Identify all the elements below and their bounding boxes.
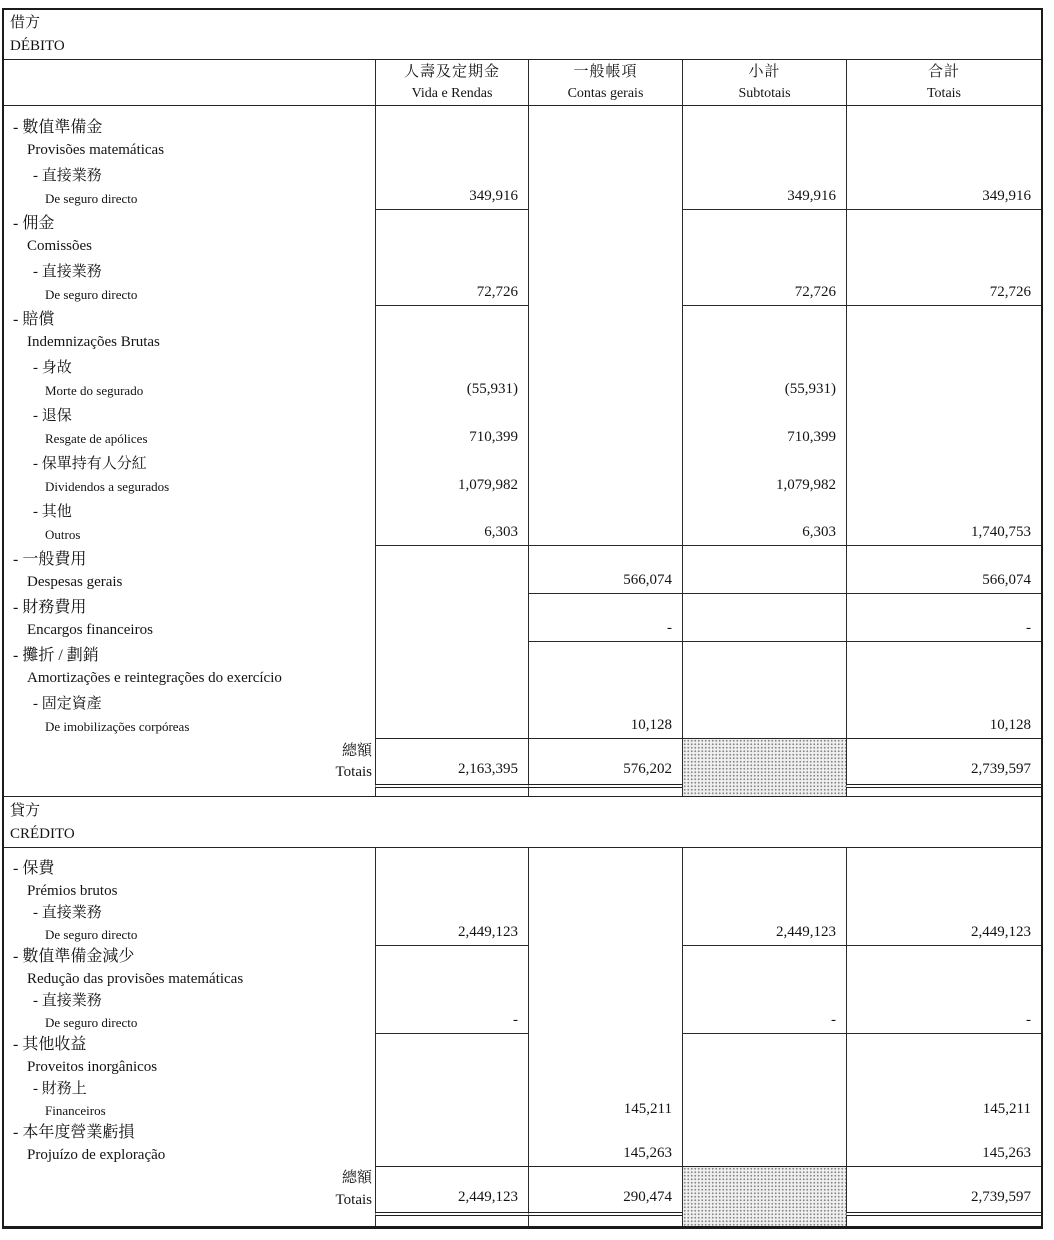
bottom-strip-cell — [682, 1216, 846, 1226]
totals-label — [4, 738, 375, 788]
row-label-zh: - 財務費用 — [13, 599, 87, 616]
value-cell-sub — [682, 946, 846, 990]
bottom-strip-cell — [375, 1216, 528, 1226]
value-cell-tot: - — [846, 594, 1041, 642]
row-label — [4, 210, 375, 258]
row-label — [4, 546, 375, 594]
row-label-zh: - 賠償 — [13, 311, 55, 328]
totals-label-zh: 總額 — [341, 1170, 372, 1186]
column-header-contas — [528, 60, 682, 106]
value-cell-vida — [375, 546, 528, 594]
row-label-zh: - 攤折 / 劃銷 — [13, 647, 99, 664]
row-label-pt: Provisões matemáticas — [27, 142, 165, 158]
value-cell-sub: 2,449,123 — [682, 902, 846, 946]
spacer-cell — [682, 848, 846, 858]
value-cell-tot — [846, 450, 1041, 498]
spacer-cell — [375, 848, 528, 858]
totals-label-zh: 總額 — [341, 743, 372, 759]
value-cell-vida — [375, 306, 528, 354]
value-cell-contas — [528, 306, 682, 354]
column-header-totais — [846, 60, 1041, 106]
totals-value-sub — [682, 738, 846, 788]
column-header-subtotais — [682, 60, 846, 106]
row-label — [4, 990, 375, 1034]
column-header-vida-zh: 人壽及定期金 — [403, 64, 500, 80]
bottom-strip-cell — [4, 1216, 375, 1226]
row-label-zh: - 固定資產 — [33, 696, 102, 712]
row-label-pt: De imobilizações corpóreas — [45, 719, 190, 734]
value-cell-vida — [375, 946, 528, 990]
value-cell-sub — [682, 1122, 846, 1166]
row-label-pt: Proveitos inorgânicos — [27, 1059, 158, 1075]
row-label-pt: Dividendos a segurados — [45, 479, 170, 494]
value-cell-sub — [682, 1078, 846, 1122]
row-label-pt: Indemnizações Brutas — [27, 334, 160, 350]
row-label-zh: - 佣金 — [13, 215, 55, 232]
value-cell-contas: 145,263 — [528, 1122, 682, 1166]
value-cell-vida: 1,079,982 — [375, 450, 528, 498]
row-label-pt: De seguro directo — [45, 191, 138, 206]
spacer-cell — [846, 848, 1041, 858]
row-label-pt: De seguro directo — [45, 927, 138, 942]
column-header-subtotais-pt: Subtotais — [738, 86, 791, 101]
value-cell-vida — [375, 114, 528, 162]
totals-value-tot: 2,739,597 — [846, 738, 1041, 788]
value-cell-contas — [528, 114, 682, 162]
bottom-strip-cell — [528, 1216, 682, 1226]
row-label-zh: - 身故 — [33, 360, 72, 376]
spacer-cell — [4, 848, 375, 858]
value-cell-vida: 349,916 — [375, 162, 528, 210]
value-cell-sub — [682, 642, 846, 690]
value-cell-contas — [528, 946, 682, 990]
row-label — [4, 1122, 375, 1166]
value-cell-sub: 1,079,982 — [682, 450, 846, 498]
row-label — [4, 162, 375, 210]
totals-value-contas: 576,202 — [528, 738, 682, 788]
value-cell-contas — [528, 162, 682, 210]
value-cell-contas — [528, 990, 682, 1034]
row-label — [4, 858, 375, 902]
value-cell-contas: 10,128 — [528, 690, 682, 738]
value-cell-vida — [375, 210, 528, 258]
value-cell-sub: 6,303 — [682, 498, 846, 546]
value-cell-tot: 72,726 — [846, 258, 1041, 306]
row-label-zh: - 直接業務 — [33, 993, 102, 1009]
row-label — [4, 690, 375, 738]
value-cell-vida — [375, 690, 528, 738]
row-label-pt: Resgate de apólices — [45, 431, 148, 446]
debito-title-pt: DÉBITO — [10, 38, 65, 54]
row-label — [4, 946, 375, 990]
column-header-contas-pt: Contas gerais — [567, 86, 644, 101]
debito-title-zh: 借方 — [10, 15, 41, 31]
value-cell-tot: 2,449,123 — [846, 902, 1041, 946]
value-cell-vida: 6,303 — [375, 498, 528, 546]
row-label — [4, 498, 375, 546]
value-cell-sub: - — [682, 990, 846, 1034]
row-label — [4, 114, 375, 162]
value-cell-sub — [682, 210, 846, 258]
value-cell-tot — [846, 114, 1041, 162]
row-label-pt: Outros — [45, 527, 81, 542]
spacer-cell — [528, 848, 682, 858]
spacer-cell — [682, 106, 846, 114]
value-cell-contas — [528, 498, 682, 546]
row-label — [4, 902, 375, 946]
value-cell-vida: (55,931) — [375, 354, 528, 402]
value-cell-tot — [846, 402, 1041, 450]
spacer-cell — [528, 106, 682, 114]
row-label — [4, 450, 375, 498]
debito-section-title — [4, 10, 1041, 60]
value-cell-sub: 72,726 — [682, 258, 846, 306]
totals-label-pt: Totais — [335, 764, 372, 780]
value-cell-sub: 349,916 — [682, 162, 846, 210]
value-cell-vida — [375, 594, 528, 642]
value-cell-sub — [682, 690, 846, 738]
value-cell-sub: 710,399 — [682, 402, 846, 450]
row-label-zh: - 一般費用 — [13, 551, 87, 568]
value-cell-tot — [846, 210, 1041, 258]
row-label-pt: Redução das provisões matemáticas — [27, 971, 244, 987]
row-label-zh: - 數值準備金減少 — [13, 948, 135, 965]
row-label-pt: Comissões — [27, 238, 93, 254]
row-label-zh: - 直接業務 — [33, 168, 102, 184]
row-label-zh: - 直接業務 — [33, 905, 102, 921]
value-cell-tot — [846, 946, 1041, 990]
row-label-pt: De seguro directo — [45, 287, 138, 302]
row-label-pt: Morte do segurado — [45, 383, 144, 398]
value-cell-contas: 566,074 — [528, 546, 682, 594]
spacer-cell — [375, 106, 528, 114]
totals-value-vida: 2,163,395 — [375, 738, 528, 788]
value-cell-vida — [375, 642, 528, 690]
row-label-zh: - 財務上 — [33, 1081, 87, 1097]
row-label — [4, 258, 375, 306]
account-statement-table — [2, 8, 1043, 1229]
row-label-pt: Projuízo de exploração — [27, 1147, 166, 1163]
value-cell-tot — [846, 1034, 1041, 1078]
column-header-contas-zh: 一般帳項 — [573, 64, 638, 80]
row-label — [4, 354, 375, 402]
credito-section-title — [4, 796, 1041, 848]
row-label — [4, 1078, 375, 1122]
value-cell-vida: 710,399 — [375, 402, 528, 450]
column-header-totais-pt: Totais — [926, 86, 961, 101]
value-cell-vida — [375, 1034, 528, 1078]
value-cell-contas: 145,211 — [528, 1078, 682, 1122]
value-cell-tot — [846, 858, 1041, 902]
value-cell-sub — [682, 546, 846, 594]
spacer-cell — [846, 106, 1041, 114]
value-cell-tot — [846, 642, 1041, 690]
bottom-strip-cell — [846, 1216, 1041, 1226]
totals-label-pt: Totais — [335, 1192, 372, 1208]
value-cell-vida: 2,449,123 — [375, 902, 528, 946]
bottom-strip-cell — [846, 788, 1041, 796]
column-header-subtotais-zh: 小計 — [748, 64, 781, 80]
value-cell-tot — [846, 354, 1041, 402]
value-cell-contas — [528, 902, 682, 946]
value-cell-tot: 1,740,753 — [846, 498, 1041, 546]
totals-value-contas: 290,474 — [528, 1166, 682, 1216]
row-label-zh: - 保費 — [13, 860, 55, 877]
column-header-totais-zh: 合計 — [927, 64, 960, 80]
row-label-zh: - 其他 — [33, 504, 72, 520]
row-label-pt: Encargos financeiros — [27, 622, 153, 638]
value-cell-contas — [528, 1034, 682, 1078]
value-cell-contas — [528, 858, 682, 902]
value-cell-contas: - — [528, 594, 682, 642]
column-header-spacer — [4, 60, 375, 106]
row-label-pt: Prémios brutos — [27, 883, 118, 899]
value-cell-contas — [528, 642, 682, 690]
row-label-zh: - 數值準備金 — [13, 119, 103, 136]
bottom-strip-cell — [528, 788, 682, 796]
credito-title-pt: CRÉDITO — [10, 826, 75, 842]
value-cell-sub — [682, 858, 846, 902]
row-label-zh: - 保單持有人分紅 — [33, 456, 147, 472]
row-label-zh: - 本年度營業虧損 — [13, 1124, 135, 1141]
row-label — [4, 402, 375, 450]
value-cell-sub: (55,931) — [682, 354, 846, 402]
column-header-vida — [375, 60, 528, 106]
row-label — [4, 306, 375, 354]
value-cell-contas — [528, 210, 682, 258]
credito-table — [4, 848, 1041, 1226]
row-label-zh: - 直接業務 — [33, 264, 102, 280]
totals-value-tot: 2,739,597 — [846, 1166, 1041, 1216]
value-cell-contas — [528, 258, 682, 306]
value-cell-tot: - — [846, 990, 1041, 1034]
value-cell-contas — [528, 354, 682, 402]
value-cell-vida — [375, 1078, 528, 1122]
bottom-strip-cell — [4, 788, 375, 796]
bottom-strip-cell — [375, 788, 528, 796]
value-cell-vida: - — [375, 990, 528, 1034]
value-cell-vida — [375, 1122, 528, 1166]
value-cell-vida — [375, 858, 528, 902]
value-cell-contas — [528, 402, 682, 450]
value-cell-contas — [528, 450, 682, 498]
totals-value-vida: 2,449,123 — [375, 1166, 528, 1216]
row-label-pt: Amortizações e reintegrações do exercício — [27, 670, 282, 686]
row-label — [4, 1034, 375, 1078]
value-cell-sub — [682, 114, 846, 162]
row-label — [4, 642, 375, 690]
value-cell-sub — [682, 1034, 846, 1078]
credito-title-zh: 貸方 — [10, 803, 41, 819]
totals-label — [4, 1166, 375, 1216]
value-cell-sub — [682, 306, 846, 354]
totals-value-sub — [682, 1166, 846, 1216]
bottom-strip-cell — [682, 788, 846, 796]
value-cell-sub — [682, 594, 846, 642]
value-cell-tot: 566,074 — [846, 546, 1041, 594]
value-cell-tot — [846, 306, 1041, 354]
row-label-zh: - 退保 — [33, 408, 72, 424]
value-cell-tot: 145,211 — [846, 1078, 1041, 1122]
value-cell-vida: 72,726 — [375, 258, 528, 306]
value-cell-tot: 349,916 — [846, 162, 1041, 210]
row-label-pt: Financeiros — [45, 1103, 106, 1118]
debito-table — [4, 60, 1041, 796]
value-cell-tot: 145,263 — [846, 1122, 1041, 1166]
value-cell-tot: 10,128 — [846, 690, 1041, 738]
row-label-zh: - 其他收益 — [13, 1036, 87, 1053]
column-header-vida-pt: Vida e Rendas — [411, 86, 493, 101]
row-label-pt: Despesas gerais — [27, 574, 123, 590]
row-label-pt: De seguro directo — [45, 1015, 138, 1030]
row-label — [4, 594, 375, 642]
spacer-cell — [4, 106, 375, 114]
